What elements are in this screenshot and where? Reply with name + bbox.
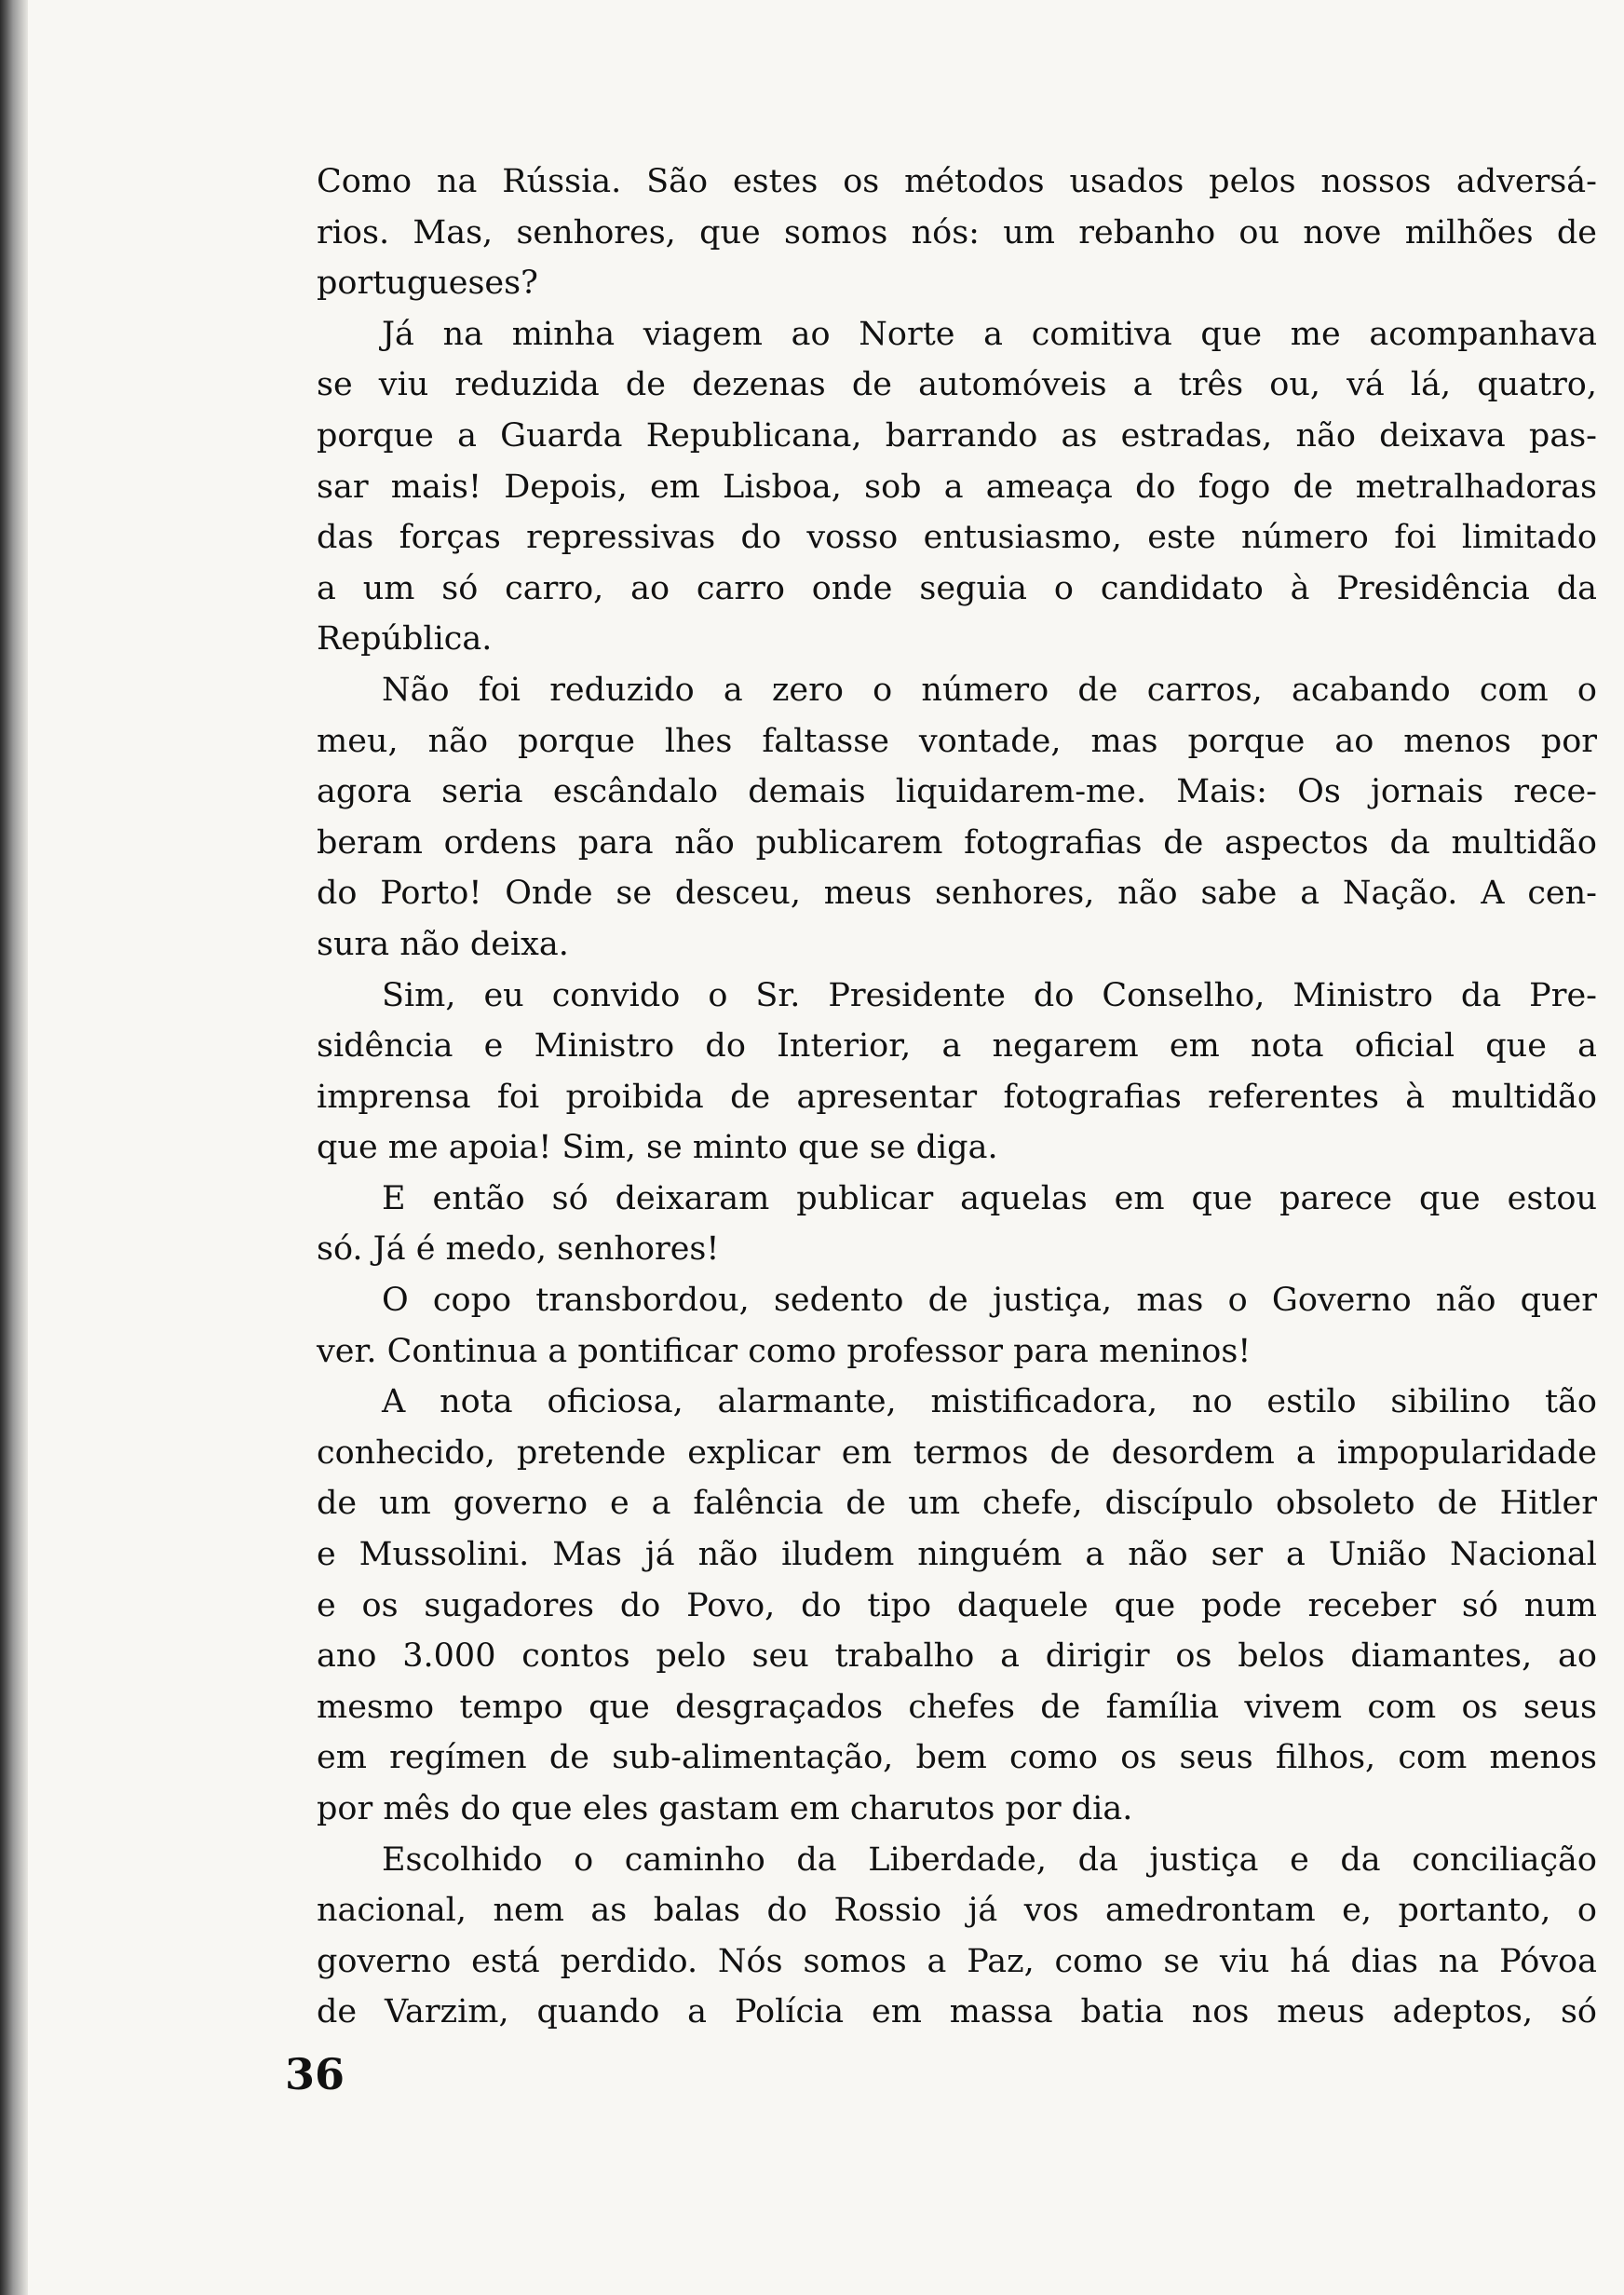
- text-line: A nota oficiosa, alarmante, mistificadora, no estilo sibilino tão: [382, 1383, 1597, 1421]
- text-line: sura não deixa.: [317, 925, 569, 963]
- text-line: mesmo tempo que desgraçados chefes de família vivem com os seus: [317, 1688, 1597, 1726]
- text-line: e os sugadores do Povo, do tipo daquele que pode receber só num: [317, 1586, 1597, 1624]
- text-line: ver. Continua a pontificar como professor para meninos!: [317, 1332, 1252, 1370]
- text-line: ano 3.000 contos pelo seu trabalho a dirigir os belos diamantes, ao: [317, 1637, 1597, 1676]
- text-line: Já na minha viagem ao Norte a comitiva que me acompanhava: [382, 315, 1597, 353]
- text-line: só. Já é medo, senhores!: [317, 1230, 720, 1269]
- text-line: meu, não porque lhes faltasse vontade, mas porque ao menos por: [317, 722, 1597, 760]
- page-number: 36: [285, 2049, 345, 2099]
- text-line: porque a Guarda Republicana, barrando as estradas, não deixava pas-: [317, 416, 1597, 455]
- text-line: República.: [317, 620, 493, 659]
- text-line: O copo transbordou, sedento de justiça, mas o Governo não quer: [382, 1282, 1597, 1320]
- text-line: do Porto! Onde se desceu, meus senhores, não sabe a Nação. A cen-: [317, 875, 1597, 913]
- text-line: E então só deixaram publicar aquelas em que parece que estou: [382, 1179, 1597, 1217]
- text-line: imprensa foi proibida de apresentar fotografias referentes à multidão: [317, 1078, 1597, 1116]
- text-line: de Varzim, quando a Polícia em massa batia nos meus adeptos, só: [317, 1993, 1597, 2031]
- text-line: portugueses?: [317, 265, 538, 303]
- text-line: conhecido, pretende explicar em termos de desordem a impopularidade: [317, 1433, 1597, 1472]
- text-line: sar mais! Depois, em Lisboa, sob a ameaça do fogo de metralhadoras: [317, 468, 1597, 506]
- text-line: e Mussolini. Mas já não iludem ninguém a não ser a União Nacional: [317, 1536, 1597, 1574]
- page-body: [317, 156, 1597, 2038]
- text-line: de um governo e a falência de um chefe, discípulo obsoleto de Hitler: [317, 1485, 1597, 1523]
- text-line: agora seria escândalo demais liquidarem-me. Mais: Os jornais rece-: [317, 773, 1597, 811]
- text-line: Escolhido o caminho da Liberdade, da justiça e da conciliação: [382, 1840, 1597, 1879]
- text-line: sidência e Ministro do Interior, a negarem em nota oficial que a: [317, 1027, 1597, 1066]
- text-line: por mês do que eles gastam em charutos por dia.: [317, 1790, 1133, 1827]
- text-line: das forças repressivas do vosso entusiasmo, este número foi limitado: [317, 519, 1597, 557]
- text-line: Como na Rússia. São estes os métodos usados pelos nossos adversá-: [317, 163, 1597, 200]
- text-line: governo está perdido. Nós somos a Paz, como se viu há dias na Póvoa: [317, 1942, 1597, 1980]
- text-line: se viu reduzida de dezenas de automóveis a três ou, vá lá, quatro,: [317, 366, 1597, 404]
- scan-binding-edge: [0, 0, 28, 2295]
- text-line: beram ordens para não publicarem fotografias de aspectos da multidão: [317, 823, 1597, 862]
- text-line: rios. Mas, senhores, que somos nós: um rebanho ou nove milhões de: [317, 213, 1597, 251]
- text-line: em regímen de sub-alimentação, bem como os seus filhos, com menos: [317, 1739, 1597, 1777]
- text-line: Não foi reduzido a zero o número de carros, acabando com o: [382, 671, 1597, 709]
- text-line: Sim, eu convido o Sr. Presidente do Conselho, Ministro da Pre-: [382, 976, 1597, 1014]
- text-line: a um só carro, ao carro onde seguia o candidato à Presidência da: [317, 569, 1597, 607]
- text-line: nacional, nem as balas do Rossio já vos amedrontam e, portanto, o: [317, 1892, 1597, 1930]
- text-line: que me apoia! Sim, se minto que se diga.: [317, 1129, 998, 1167]
